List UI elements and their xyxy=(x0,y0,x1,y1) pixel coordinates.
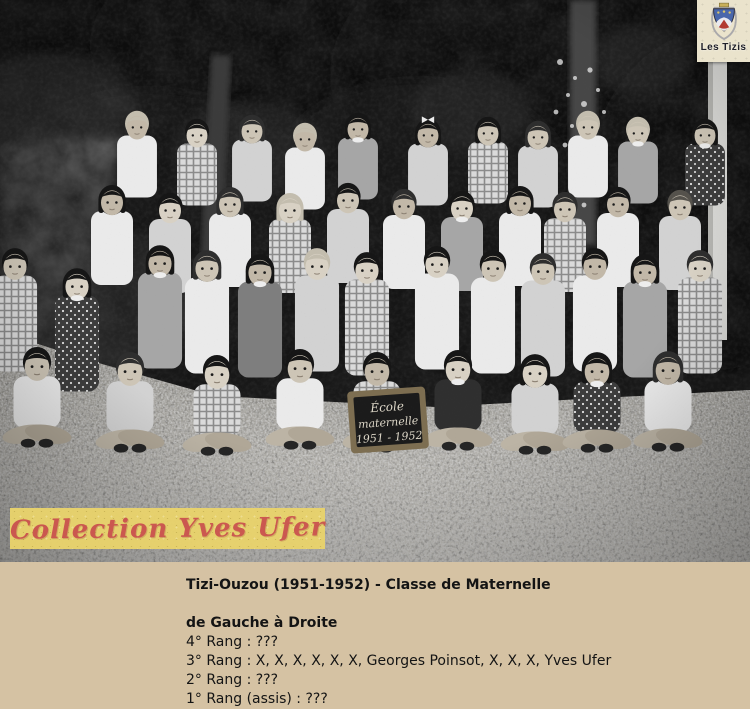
caption-panel xyxy=(0,562,750,709)
les-tizis-crest-icon xyxy=(707,2,741,42)
caption-rang-3: 3° Rang : X, X, X, X, X, X, Georges Poinsot, X, X, X, Yves Ufer xyxy=(186,653,612,669)
les-tizis-badge xyxy=(697,0,750,62)
caption-rang-1: 1° Rang (assis) : ??? xyxy=(186,691,328,707)
caption-rang-2: 2° Rang : ??? xyxy=(186,672,279,688)
collection-watermark xyxy=(10,508,325,549)
caption-rang-4: 4° Rang : ??? xyxy=(186,634,279,650)
watermark-text: Collection Yves Ufer xyxy=(9,511,326,546)
caption-title: Tizi-Ouzou (1951-1952) - Classe de Maternelle xyxy=(186,577,551,593)
caption-subtitle: de Gauche à Droite xyxy=(186,615,338,631)
les-tizis-label: Les Tizis xyxy=(700,42,747,53)
